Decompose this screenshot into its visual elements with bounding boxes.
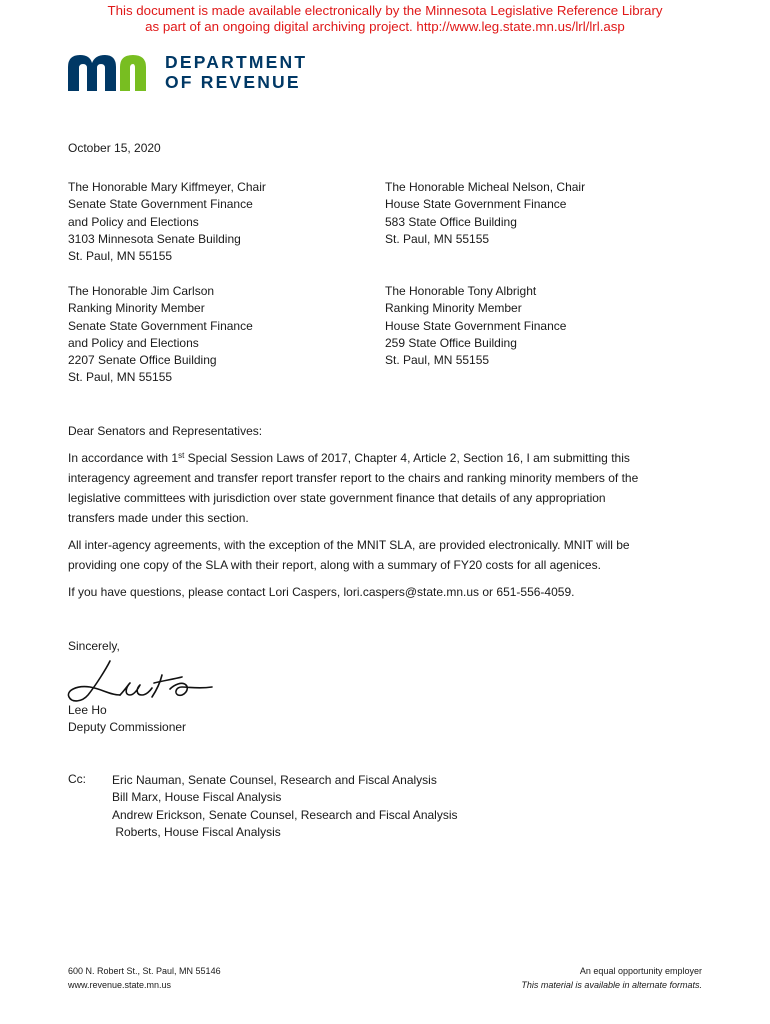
signer-name: Lee Ho (68, 703, 107, 717)
address-line: and Policy and Elections (68, 335, 199, 350)
salutation: Dear Senators and Representatives: (68, 424, 263, 438)
p1-prefix: In accordance with 1 (68, 451, 179, 465)
address-line: The Honorable Micheal Nelson, Chair (385, 180, 586, 194)
addressee-nelson (385, 179, 585, 248)
address-line: 259 State Office Building (385, 335, 517, 350)
p2-line-1: All inter-agency agreements, with the exception of the MNIT SLA, are provided electronically. MNIT will be (68, 538, 630, 552)
department-wordmark (165, 52, 307, 92)
address-line: Senate State Government Finance (68, 318, 253, 333)
p2-line-2: providing one copy of the SLA with their report, along with a summary of FY20 costs for all agenices. (68, 558, 601, 572)
body-paragraph-1 (68, 448, 708, 528)
address-line: 583 State Office Building (385, 214, 517, 229)
footer-address: 600 N. Robert St., St. Paul, MN 55146 (68, 966, 221, 976)
address-line: Ranking Minority Member (385, 301, 522, 316)
address-line: and Policy and Elections (68, 214, 199, 229)
footer-alt-formats: This material is available in alternate formats. (521, 980, 702, 990)
footer-eoe: An equal opportunity employer (579, 966, 702, 976)
address-line: The Honorable Mary Kiffmeyer, Chair (68, 180, 266, 194)
address-line: Ranking Minority Member (68, 301, 205, 316)
p1-line-2: interagency agreement and transfer report transfer report to the chairs and ranking minority members of the (68, 471, 639, 485)
archive-notice-line-2: as part of an ongoing digital archiving project. http://www.leg.state.mn.us/lrl/lrl.asp (145, 19, 625, 34)
body-paragraph-2 (68, 535, 708, 575)
p1-line-3: legislative committees with jurisdiction over state government finance that details of any appropriation (68, 491, 606, 505)
mn-logo-icon (68, 53, 156, 93)
cc-label: Cc: (68, 772, 86, 786)
address-line: 3103 Minnesota Senate Building (68, 231, 241, 246)
closing: Sincerely, (68, 639, 120, 653)
address-line: The Honorable Tony Albright (385, 284, 537, 298)
wordmark-line-1: DEPARTMENT (165, 52, 308, 72)
address-line: House State Government Finance (385, 197, 567, 212)
wordmark-line-2: OF REVENUE (165, 72, 301, 92)
cc-item: Bill Marx, House Fiscal Analysis (112, 790, 282, 805)
footer-legal (521, 964, 702, 992)
signer-block (68, 702, 186, 737)
addressee-carlson (68, 283, 253, 387)
address-line: Senate State Government Finance (68, 197, 253, 212)
address-line: The Honorable Jim Carlson (68, 284, 215, 298)
address-line: St. Paul, MN 55155 (68, 249, 173, 264)
p1-line-4: transfers made under this section. (68, 511, 249, 525)
cc-item: Andrew Erickson, Senate Counsel, Research and Fiscal Analysis (112, 807, 458, 822)
footer-contact (68, 964, 221, 992)
address-line: House State Government Finance (385, 318, 567, 333)
p1-superscript: st (178, 451, 185, 460)
address-line: St. Paul, MN 55155 (68, 370, 173, 385)
cc-item: Roberts, House Fiscal Analysis (112, 824, 281, 839)
letter-date: October 15, 2020 (68, 141, 161, 155)
signer-title: Deputy Commissioner (68, 720, 187, 735)
footer-website[interactable]: www.revenue.state.mn.us (68, 980, 172, 990)
p3-line-1: If you have questions, please contact Lori Caspers, lori.caspers@state.mn.us or 651-556-4059. (68, 585, 575, 599)
handwritten-signature (66, 655, 216, 707)
body-paragraph-3 (68, 582, 708, 602)
cc-list (112, 772, 458, 841)
addressee-albright (385, 283, 566, 369)
p1-rest: Special Session Laws of 2017, Chapter 4, Article 2, Section 16, I am submitting this (184, 451, 630, 465)
addressee-kiffmeyer (68, 179, 266, 265)
address-line: 2207 Senate Office Building (68, 353, 217, 368)
address-line: St. Paul, MN 55155 (385, 353, 490, 368)
cc-item: Eric Nauman, Senate Counsel, Research and Fiscal Analysis (112, 773, 437, 787)
archive-notice-line-1: This document is made available electronically by the Minnesota Legislative Reference Library (107, 3, 663, 18)
address-line: St. Paul, MN 55155 (385, 231, 490, 246)
